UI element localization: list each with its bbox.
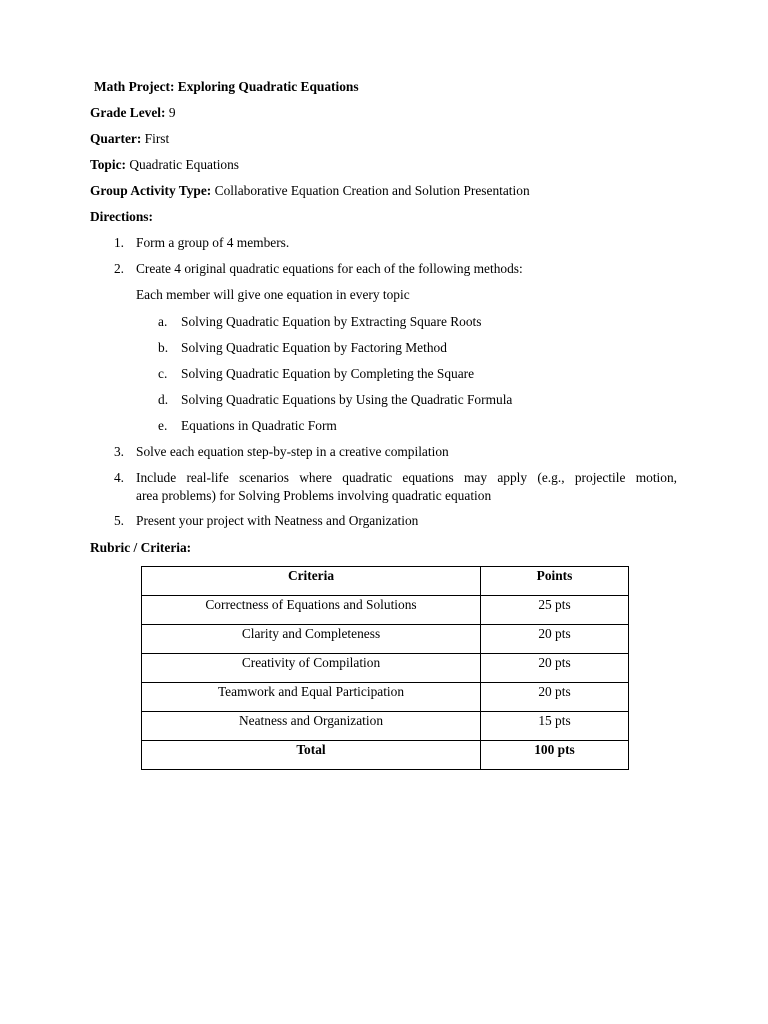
sublist-text: Solving Quadratic Equation by Completing the Square [181, 366, 475, 381]
table-row [142, 625, 629, 654]
topic-label: Topic: [90, 157, 126, 172]
sublist-letter: d. [158, 392, 169, 407]
table-row [142, 654, 629, 683]
column-header-criteria: Criteria [142, 567, 481, 596]
sublist-text: Solving Quadratic Equation by Extracting Square Roots [181, 314, 482, 329]
quarter-value: First [144, 131, 170, 146]
list-number: 5. [113, 513, 124, 528]
table-row [142, 712, 629, 741]
grade-level-line [90, 105, 176, 121]
grade-level-value: 9 [168, 105, 176, 120]
sublist-letter: a. [158, 314, 168, 329]
criteria-cell: Neatness and Organization [142, 712, 481, 741]
directions-heading: Directions: [90, 209, 153, 224]
topic-value: Quadratic Equations [129, 157, 240, 172]
activity-type-label: Group Activity Type: [90, 183, 212, 198]
sublist-letter: b. [158, 340, 169, 355]
sublist-text: Equations in Quadratic Form [181, 418, 337, 433]
list-text: Solve each equation step-by-step in a creative compilation [136, 444, 449, 459]
rubric-heading: Rubric / Criteria: [90, 540, 192, 555]
sublist-text: Solving Quadratic Equation by Factoring Method [181, 340, 447, 355]
sublist-letter: e. [158, 418, 168, 433]
list-text-line: Include real-life scenarios where quadratic equations may apply (e.g., projectile motion, [136, 470, 677, 485]
list-text: Create 4 original quadratic equations for each of the following methods: [136, 261, 523, 276]
column-header-points: Points [481, 567, 629, 596]
table-total-row [142, 741, 629, 770]
points-cell: 20 pts [481, 683, 629, 712]
quarter-label: Quarter: [90, 131, 142, 146]
quarter-line [90, 131, 169, 147]
criteria-cell: Creativity of Compilation [142, 654, 481, 683]
page-title: Math Project: Exploring Quadratic Equations [94, 79, 359, 94]
points-cell: 20 pts [481, 625, 629, 654]
points-cell: 15 pts [481, 712, 629, 741]
member-note: Each member will give one equation in every topic [136, 287, 410, 302]
rubric-table [141, 566, 629, 770]
grade-level-label: Grade Level: [90, 105, 166, 120]
points-cell: 20 pts [481, 654, 629, 683]
list-number: 3. [113, 444, 124, 459]
activity-type-value: Collaborative Equation Creation and Solution Presentation [214, 183, 530, 198]
list-text: Form a group of 4 members. [136, 235, 290, 250]
sublist-letter: c. [158, 366, 168, 381]
table-row [142, 596, 629, 625]
points-cell: 25 pts [481, 596, 629, 625]
activity-type-line [90, 183, 530, 199]
criteria-cell: Clarity and Completeness [142, 625, 481, 654]
criteria-cell: Correctness of Equations and Solutions [142, 596, 481, 625]
topic-line [90, 157, 239, 173]
total-label-cell: Total [142, 741, 481, 770]
list-text-line: area problems) for Solving Problems involving quadratic equation [136, 488, 492, 503]
list-number: 1. [113, 235, 124, 250]
list-number: 2. [113, 261, 124, 276]
total-points-cell: 100 pts [481, 741, 629, 770]
table-header-row [142, 567, 629, 596]
criteria-cell: Teamwork and Equal Participation [142, 683, 481, 712]
table-row [142, 683, 629, 712]
list-text: Present your project with Neatness and Organization [136, 513, 419, 528]
list-number: 4. [113, 470, 124, 485]
sublist-text: Solving Quadratic Equations by Using the Quadratic Formula [181, 392, 513, 407]
